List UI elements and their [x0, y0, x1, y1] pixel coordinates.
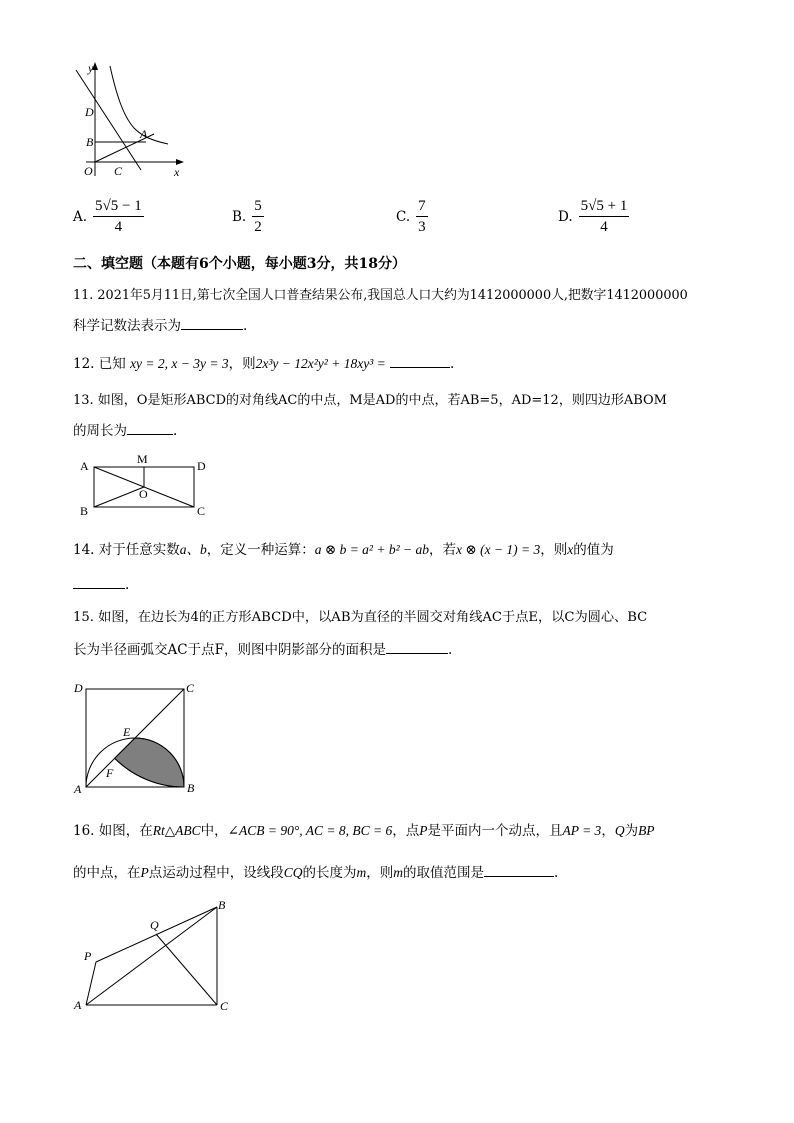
q16-line2d: ，则 [366, 865, 394, 881]
option-label: A. [73, 209, 88, 225]
q15-end: . [447, 642, 453, 658]
fraction [416, 198, 428, 236]
q13-line1: 13. 如图，O是矩形ABCD的对角线AC的中点，M是AD的中点，若AB=5，AD=12，则四边形ABOM [73, 393, 667, 408]
fraction-numerator: 5 [252, 198, 264, 217]
answer-blank[interactable] [484, 864, 554, 877]
q14-definition: a ⊗ b = a² + b² − ab [314, 542, 430, 557]
q16-mid: ，点 [392, 823, 420, 839]
label-y: y [88, 61, 94, 75]
label-e: E [123, 725, 131, 739]
q16-line2b: 点运动过程中，设线段 [148, 865, 284, 881]
fraction [93, 198, 144, 236]
q16-m2: m [393, 865, 404, 880]
label-c: C [186, 681, 195, 695]
q12-mid: ，则 [228, 356, 256, 372]
label-d: D [74, 681, 83, 695]
label-a: A [140, 127, 148, 141]
q16-condition: ∠ACB = 90°, AC = 8, BC = 6 [227, 823, 393, 838]
q14-prefix: 14. 对于任意实数 [73, 542, 180, 558]
q16-line2 [73, 864, 558, 882]
fraction-numerator: 7 [416, 198, 428, 217]
fraction-numerator: 5√5 − 1 [93, 198, 144, 217]
q13-end: . [173, 423, 178, 439]
q14-mid2: ，若 [429, 542, 457, 558]
q11-line2 [73, 317, 247, 335]
label-c: C [114, 164, 123, 178]
label-b: B [187, 781, 195, 795]
fraction-denominator: 2 [254, 219, 262, 235]
label-d: D [85, 105, 94, 119]
q10-option-c[interactable] [396, 198, 428, 236]
q16-line1 [73, 822, 655, 840]
q15-text: 长为半径画弧交AC于点F，则图中阴影部分的面积是 [73, 642, 386, 658]
q14-condition: x ⊗ (x − 1) = 3 [456, 542, 541, 557]
q10-option-d[interactable] [558, 198, 629, 236]
q13-text: 的周长为 [73, 423, 127, 439]
fraction-denominator: 4 [114, 219, 123, 235]
label-x: x [174, 165, 180, 179]
fraction-numerator: 5√5 + 1 [579, 198, 630, 217]
q13-line2 [73, 422, 177, 440]
q12-condition: xy = 2, x − 3y = 3 [130, 356, 229, 371]
answer-blank[interactable] [181, 317, 243, 330]
figure-q13-rectangle [76, 450, 216, 520]
q16-triangle: Rt△ABC [152, 823, 201, 838]
label-b: B [218, 898, 226, 912]
q16-line2-p: P [140, 865, 149, 880]
q16-zhong: 中， [200, 823, 228, 839]
q10-option-b[interactable] [232, 198, 264, 236]
q14-line2 [73, 576, 129, 594]
q14-mid: ，定义一种运算： [206, 542, 315, 558]
q16-line2c: 的长度为 [302, 865, 357, 881]
label-q: Q [150, 918, 159, 932]
q16-line2a: 的中点，在 [73, 865, 141, 881]
label-a: A [80, 459, 89, 473]
label-c: C [220, 999, 229, 1013]
label-a: A [74, 998, 82, 1012]
label-o: O [139, 487, 148, 501]
option-label: C. [396, 209, 411, 225]
q15-line2 [73, 641, 452, 659]
q11-end: . [243, 318, 248, 334]
q14-var: x [567, 542, 574, 557]
q16-mid2: 是平面内一个动点，且 [427, 823, 563, 839]
segment-bo [94, 487, 144, 507]
q16-cq: CQ [283, 865, 303, 880]
answer-blank[interactable] [390, 355, 450, 368]
q16-prefix: 16. 如图，在 [73, 823, 153, 839]
fraction-denominator: 4 [600, 219, 608, 235]
q11-text: 科学记数法表示为 [73, 318, 181, 334]
q10-option-a[interactable] [73, 198, 144, 236]
option-label: B. [232, 209, 247, 225]
q14-end: . [125, 577, 130, 593]
label-p: P [84, 949, 92, 963]
fraction [252, 198, 264, 236]
option-label: D. [558, 209, 573, 225]
q16-q: Q [614, 823, 625, 838]
figure-q15-square [72, 680, 207, 798]
fraction-denominator: 3 [418, 219, 426, 235]
q12-line [73, 355, 454, 373]
label-m: M [137, 452, 148, 466]
answer-blank[interactable] [73, 576, 125, 589]
line-dc [76, 70, 141, 170]
q14-vars: a、b [179, 542, 207, 557]
q14-suffix: 的值为 [573, 542, 614, 558]
segment-qc [156, 934, 217, 1005]
shaded-region [115, 738, 184, 787]
answer-blank[interactable] [386, 641, 448, 654]
q16-comma: ， [601, 823, 615, 839]
fraction [579, 198, 630, 236]
q16-m: m [356, 865, 367, 880]
q15-line1: 15. 如图，在边长为4的正方形ABCD中，以AB为直径的半圆交对角线AC于点E，以C为圆心、BC [73, 610, 648, 625]
label-a: A [74, 782, 82, 796]
q14-mid3: ，则 [540, 542, 568, 558]
q16-line2e: 的取值范围是 [403, 865, 485, 881]
q12-end: . [450, 356, 455, 372]
label-b: B [86, 135, 94, 149]
q16-bp: BP [638, 823, 655, 838]
label-f: F [106, 766, 114, 780]
q16-wei: 为 [624, 823, 639, 839]
q12-prefix: 12. 已知 [73, 356, 126, 372]
figure-q10-graph [68, 58, 188, 180]
label-o: O [84, 164, 93, 178]
q11-line1: 11. 2021年5月11日,第七次全国人口普查结果公布,我国总人口大约为1412000000人,把数字1412000000 [73, 288, 688, 303]
label-b: B [80, 504, 89, 518]
figure-q16-triangle [70, 893, 240, 1018]
q16-ap: AP = 3 [562, 823, 602, 838]
answer-blank[interactable] [127, 422, 173, 435]
q14-line1 [73, 541, 614, 559]
q16-end: . [554, 865, 559, 881]
section-title: 二、填空题（本题有6个小题，每小题3分，共18分） [73, 256, 406, 272]
q12-expression: 2x³y − 12x²y² + 18xy³ = [255, 356, 386, 371]
hyperbola-curve [110, 66, 168, 144]
label-d: D [197, 459, 206, 473]
q16-p: P [419, 823, 428, 838]
label-c: C [197, 504, 206, 518]
